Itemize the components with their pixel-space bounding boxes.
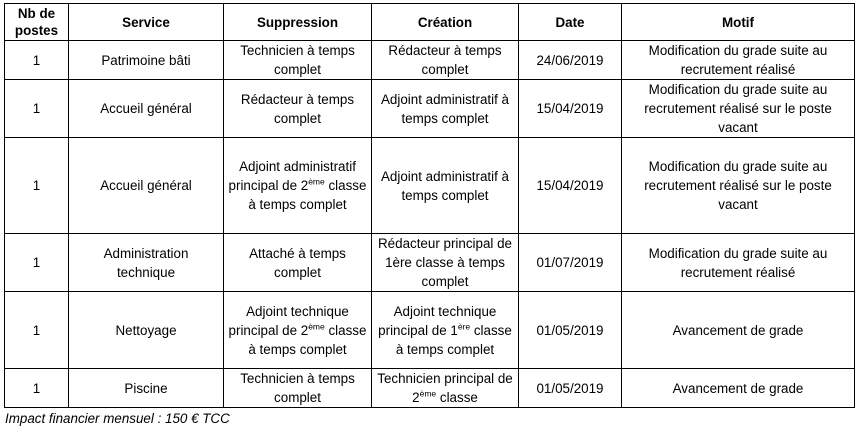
cell-nb: 1 <box>5 138 69 234</box>
cell-creation: Rédacteur principal de 1ère classe à temps complet <box>372 234 519 292</box>
table-row <box>5 234 855 292</box>
cell-creation <box>372 292 519 369</box>
table-row <box>5 80 855 138</box>
cell-motif: Modification du grade suite au recrutement réalisé <box>622 234 855 292</box>
ordinal-superscript: ère <box>457 321 471 332</box>
cell-suppression: Attaché à temps complet <box>224 234 372 292</box>
creation-text-end: classe <box>436 390 478 405</box>
table-row <box>5 292 855 369</box>
header-nb-postes: Nb de postes <box>5 4 69 41</box>
table-header-row <box>5 4 855 41</box>
creation-text-end: classe à temps complet <box>395 322 512 357</box>
postes-table <box>4 3 855 408</box>
cell-date: 01/05/2019 <box>519 369 622 408</box>
cell-creation: Adjoint administratif à temps complet <box>372 80 519 138</box>
cell-nb: 1 <box>5 369 69 408</box>
cell-creation: Adjoint administratif à temps complet <box>372 138 519 234</box>
cell-creation <box>372 369 519 408</box>
cell-service: Accueil général <box>69 80 224 138</box>
suppression-text-end: classe à temps complet <box>248 322 367 357</box>
header-creation: Création <box>372 4 519 41</box>
cell-nb: 1 <box>5 234 69 292</box>
cell-service: Patrimoine bâti <box>69 41 224 80</box>
header-service: Service <box>69 4 224 41</box>
cell-motif: Avancement de grade <box>622 292 855 369</box>
cell-service: Administration technique <box>69 234 224 292</box>
suppression-text-end: classe à temps complet <box>248 178 367 212</box>
table-row <box>5 41 855 80</box>
cell-motif: Modification du grade suite au recrutement réalisé sur le poste vacant <box>622 80 855 138</box>
creation-text: Adjoint technique principal de 1 <box>378 303 497 338</box>
cell-date: 15/04/2019 <box>519 80 622 138</box>
cell-service: Piscine <box>69 369 224 408</box>
cell-date: 01/05/2019 <box>519 292 622 369</box>
ordinal-superscript: ème <box>308 176 325 187</box>
financial-impact-note: Impact financier mensuel : 150 € TCC <box>5 411 230 426</box>
cell-suppression <box>224 138 372 234</box>
table-row <box>5 138 855 234</box>
cell-suppression <box>224 292 372 369</box>
table-row <box>5 369 855 408</box>
cell-date: 24/06/2019 <box>519 41 622 80</box>
cell-service: Nettoyage <box>69 292 224 369</box>
creation-text: Technicien principal de 2 <box>377 371 513 405</box>
cell-date: 01/07/2019 <box>519 234 622 292</box>
cell-nb: 1 <box>5 41 69 80</box>
cell-motif: Modification du grade suite au recrutement réalisé <box>622 41 855 80</box>
cell-motif: Avancement de grade <box>622 369 855 408</box>
cell-suppression: Technicien à temps complet <box>224 41 372 80</box>
header-date: Date <box>519 4 622 41</box>
ordinal-superscript: ème <box>308 321 325 332</box>
suppression-text: Adjoint technique principal de 2 <box>228 303 349 338</box>
cell-date: 15/04/2019 <box>519 138 622 234</box>
cell-creation: Rédacteur à temps complet <box>372 41 519 80</box>
cell-nb: 1 <box>5 80 69 138</box>
ordinal-superscript: ème <box>419 388 437 399</box>
cell-service: Accueil général <box>69 138 224 234</box>
header-suppression: Suppression <box>224 4 372 41</box>
cell-nb: 1 <box>5 292 69 369</box>
suppression-text: Adjoint administratif principal de 2 <box>228 159 356 193</box>
cell-suppression: Technicien à temps complet <box>224 369 372 408</box>
cell-motif: Modification du grade suite au recrutement réalisé sur le poste vacant <box>622 138 855 234</box>
header-motif: Motif <box>622 4 855 41</box>
cell-suppression: Rédacteur à temps complet <box>224 80 372 138</box>
